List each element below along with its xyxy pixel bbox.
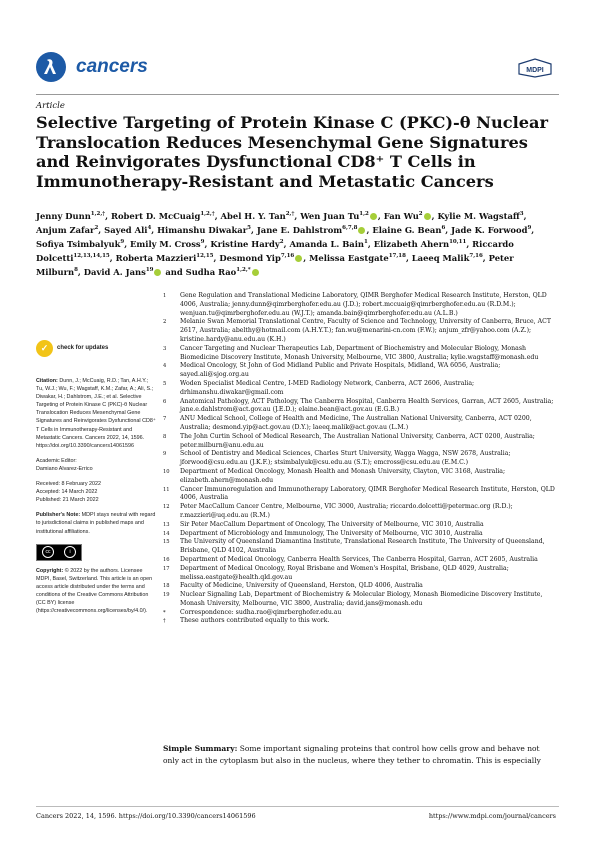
author-affiliation-marker: 1,2,† — [200, 211, 215, 217]
affiliation-item — [163, 318, 555, 344]
summary-text: Some important signaling proteins that control how cells grow and behave not only act in the cytoplasm but also in the nucleus, where they tether to chromatin. This is especially — [163, 744, 541, 765]
author-name[interactable]: Elizabeth Ahern — [373, 238, 450, 249]
author-name[interactable]: Desmond Yip — [219, 252, 281, 263]
author-name[interactable]: Jade K. Forwood — [451, 224, 528, 235]
published-date: Published: 21 March 2022 — [36, 497, 99, 504]
check-icon: ✓ — [36, 340, 53, 357]
affiliation-text: Medical Oncology, St John of God Midland Public and Private Hospitals, Midland, WA 6056, Australia; sayed.ali@sjog.org.au — [180, 362, 501, 379]
orcid-icon[interactable] — [295, 255, 302, 262]
affiliation-number: 11 — [163, 486, 170, 493]
affiliation-text: Department of Medical Oncology, Royal Brisbane and Women's Hospital, Brisbane, QLD 4029, Australia; melissa.eastgate@health.qld.gov.au — [180, 564, 509, 581]
svg-text:MDPI: MDPI — [526, 67, 544, 74]
affiliation-text: Sir Peter MacCallum Department of Oncology, The University of Melbourne, VIC 3010, Australia — [180, 520, 484, 528]
author-name[interactable]: Laeeq Malik — [411, 252, 470, 263]
affiliation-text: Nuclear Signaling Lab, Department of Biochemistry & Molecular Biology, Monash Biomedicine Discovery Institute, Monash University, Melbourne, VIC 3800, Australia; david.jans@monash.edu — [180, 591, 543, 607]
author-name[interactable]: Anjum Zafar — [36, 224, 95, 235]
author-name[interactable]: Fan Wu — [383, 210, 419, 221]
affiliation-item — [163, 503, 555, 521]
publisher-note-label: Publisher's Note: — [36, 512, 81, 519]
affiliation-item — [163, 538, 555, 556]
orcid-icon[interactable] — [424, 213, 431, 220]
publisher-note-text: MDPI stays neutral with regard to jurisdictional claims in published maps and institutional affiliations. — [36, 512, 156, 535]
author-affiliation-marker: 2,† — [285, 211, 295, 217]
author-affiliation-marker: 9 — [200, 239, 205, 245]
affiliation-item — [163, 415, 555, 433]
author-affiliation-marker: 7,16 — [469, 253, 483, 259]
affiliation-item — [163, 556, 555, 565]
received-date: Received: 8 February 2022 — [36, 481, 102, 488]
affiliation-number: 18 — [163, 583, 170, 590]
footer-journal-link[interactable]: https://www.mdpi.com/journal/cancers — [428, 812, 556, 820]
author-affiliation-marker: 1 — [364, 239, 368, 245]
affiliation-number: 2 — [163, 319, 167, 326]
article-type: Article — [36, 101, 65, 111]
affiliation-number: * — [163, 609, 166, 616]
affiliation-item — [163, 292, 555, 318]
affiliation-number: 4 — [163, 363, 167, 370]
editor-block — [36, 457, 156, 473]
affiliation-item — [163, 433, 555, 451]
copyright-label: Copyright: — [36, 567, 64, 574]
footer-divider — [36, 806, 559, 807]
copyright-text: © 2022 by the authors. Licensee MDPI, Basel, Switzerland. This article is an open access article distributed under the terms and conditions of the Creative Commons Attribution (CC BY) license (https://creativecommons.org/licenses/by/4.0/). — [36, 567, 153, 615]
copyright-block — [36, 567, 156, 616]
affiliation-item — [163, 450, 555, 468]
affiliation-number: 8 — [163, 433, 167, 440]
affiliation-text: Cancer Immunoregulation and Immunotherapy Laboratory, QIMR Berghofer Medical Research Institute, Herston, QLD 4006, Australia — [180, 485, 555, 502]
author-name[interactable]: Sayed Ali — [104, 224, 148, 235]
author-affiliation-marker: 3 — [519, 211, 524, 217]
orcid-icon[interactable] — [154, 269, 161, 276]
author-affiliation-marker: 1,2,* — [236, 267, 251, 273]
affiliation-text: ANU Medical School, College of Health and Medicine, The Australian National University, Canberra, ACT 0200, Australia; desmond.yip@act.gov.au (D.Y.); laeeq.malik@act.gov.au (L.M.) — [180, 415, 532, 431]
affiliation-text: Faculty of Medicine, University of Queensland, Herston, QLD 4006, Australia — [180, 582, 423, 590]
author-affiliation-marker: 9 — [527, 225, 532, 231]
cc-by-license-icon[interactable]: cc i — [36, 544, 82, 561]
orcid-icon[interactable] — [370, 213, 377, 220]
affiliation-item — [163, 582, 555, 591]
affiliation-number: 15 — [163, 539, 170, 546]
accepted-date: Accepted: 14 March 2022 — [36, 489, 98, 496]
author-affiliation-marker: 2 — [418, 211, 423, 217]
simple-summary — [163, 743, 555, 767]
affiliation-text: Peter MacCallum Cancer Centre, Melbourne, VIC 3000, Australia; riccardo.dolcetti@petermac.org (R.D.); r.mazzieri@uq.edu.au (R.M.) — [180, 503, 513, 519]
author-affiliation-marker: 6 — [441, 225, 446, 231]
affiliation-number: 6 — [163, 398, 167, 405]
affiliation-text: These authors contributed equally to this work. — [180, 617, 330, 625]
author-name[interactable]: Jane E. Dahlstrom — [256, 224, 343, 235]
author-name[interactable]: Peter Milburn — [36, 252, 514, 277]
citation-text: Dunn, J.; McCuaig, R.D.; Tan, A.H.Y.; Tu, W.J.; Wu, F.; Wagstaff, K.M.; Zafar, A.; Ali, S.; Diwakar, H.; Dahlstrom, J.E.; et al. Selective Targeting of Protein Kinase C (PKC)-θ Nuclear Translocation Reduces Mesenchymal Gene Signatures and Reinvigorates Dysfunctional CD8⁺ T Cells in Immunotherapy-Resistant and Metastatic Cancers. Cancers 2022, 14, 1596. https://doi.org/10.3390/cancers14061596 — [36, 378, 156, 449]
author-affiliation-marker: 7,16 — [280, 253, 295, 259]
author-name[interactable]: Elaine G. Bean — [372, 224, 442, 235]
affiliation-text: Correspondence: sudha.rao@qimrberghofer.edu.au — [180, 608, 342, 616]
author-name[interactable]: Robert D. McCuaig — [111, 210, 201, 221]
check-for-updates-button[interactable] — [36, 340, 156, 357]
affiliation-number: 17 — [163, 565, 170, 572]
author-name[interactable]: Kristine Hardy — [210, 238, 280, 249]
publisher-note-block — [36, 511, 156, 535]
author-name[interactable]: Emily M. Cross — [130, 238, 201, 249]
affiliation-number: † — [163, 618, 166, 625]
affiliation-number: 13 — [163, 521, 170, 528]
author-name[interactable]: Melissa Eastgate — [309, 252, 389, 263]
affiliation-text: Department of Microbiology and Immunology, The University of Melbourne, VIC 3010, Australia — [180, 529, 483, 537]
header-divider — [36, 94, 559, 95]
affiliation-text: School of Dentistry and Medical Sciences, Charles Sturt University, Wagga Wagga, NSW 2678, Australia; jforwood@csu.edu.au (J.K.F.); stsimbalyuk@csu.edu.au (S.T.); emcross@csu.edu.au (E.M.C.) — [180, 450, 511, 467]
affiliation-item — [163, 565, 555, 583]
affiliation-number: 9 — [163, 451, 167, 458]
author-name[interactable]: Jenny Dunn — [36, 210, 91, 221]
author-affiliation-marker: 6,7,8 — [342, 225, 358, 231]
journal-logo-icon — [36, 52, 66, 82]
author-affiliation-marker: 17,18 — [388, 253, 406, 259]
check-updates-label: check for updates — [57, 345, 109, 351]
affiliation-text: Gene Regulation and Translational Medicine Laboratory, QIMR Berghofer Medical Research Institute, Herston, QLD 4006, Australia; jenny.dunn@qimrberghofer.edu.au (J.D.); robert.mccuaig@qimrberghofer.edu.au (R.D.M.); wenjuan.tu@qimrberghofer.edu.au (W.J.T.); amanda.bain@qimrberghofer.edu.au (A.L.B.) — [180, 292, 547, 317]
author-affiliation-marker: 8 — [74, 267, 78, 273]
affiliation-text: Department of Medical Oncology, Canberra Health Services, The Canberra Hospital, Garran, ACT 2605, Australia — [180, 555, 538, 563]
author-name[interactable]: Abel H. Y. Tan — [220, 210, 286, 221]
affiliation-text: Department of Medical Oncology, Monash Health and Monash University, Clayton, VIC 3168, Australia; elizabeth.ahern@monash.edu — [180, 467, 506, 484]
author-affiliation-marker: 1,2 — [359, 211, 369, 217]
affiliation-number: 19 — [163, 592, 170, 599]
orcid-icon[interactable] — [358, 227, 365, 234]
author-affiliation-marker: 19 — [145, 267, 154, 273]
mdpi-logo[interactable] — [515, 58, 555, 78]
author-name[interactable]: David A. Jans — [83, 266, 146, 277]
author-name[interactable]: Wen Juan Tu — [300, 210, 360, 221]
affiliation-text: The University of Queensland Diamantina Institute, Translational Research Institute, The University of Queensland, Brisbane, QLD 4102, Australia — [180, 538, 545, 555]
affiliation-item — [163, 345, 555, 363]
citation-block — [36, 377, 156, 450]
author-affiliation-marker: 12,15 — [196, 253, 214, 259]
author-name[interactable]: Amanda L. Bain — [289, 238, 365, 249]
author-affiliation-marker: 5 — [247, 225, 251, 231]
affiliation-number: 1 — [163, 293, 167, 299]
affiliation-number: 16 — [163, 556, 170, 563]
affiliation-item — [163, 591, 555, 609]
author-name[interactable]: Riccardo Dolcetti — [36, 238, 514, 263]
affiliation-item — [163, 398, 555, 416]
author-name[interactable]: Sudha Rao — [185, 266, 237, 277]
affiliation-item — [163, 609, 555, 618]
affiliations — [163, 292, 555, 626]
affiliation-item — [163, 380, 555, 398]
affiliation-number: 7 — [163, 416, 167, 423]
affiliation-item — [163, 486, 555, 504]
affiliation-text: Anatomical Pathology, ACT Pathology, The Canberra Hospital, Canberra Health Services, Garran, ACT 2605, Australia; jane.e.dahlstrom@act.gov.au (J.E.D.); elaine.bean@act.gov.au (E.G.B.) — [180, 397, 554, 414]
author-affiliation-marker: 2 — [279, 239, 284, 245]
affiliation-text: Melanie Swan Memorial Translational Centre, Faculty of Science and Technology, University of Canberra, Bruce, ACT 2617, Australia; abelthy@hotmail.com (A.H.Y.T.); fan.wu@menarini-cn.com (F.W.); anjum_zfr@yahoo.com (A.Z.); kristine.hardy@anu.edu.au (K.H.) — [180, 318, 551, 343]
ribbon-icon — [41, 57, 61, 77]
author-affiliation-marker: 4 — [147, 225, 152, 231]
sidebar — [36, 340, 156, 622]
orcid-icon[interactable] — [252, 269, 259, 276]
affiliation-text: The John Curtin School of Medical Research, The Australian National University, Canberra, ACT 0200, Australia; peter.milburn@anu.edu.au — [180, 432, 535, 449]
article-title: Selective Targeting of Protein Kinase C (PKC)-θ Nuclear Translocation Reduces Mesenchymal Gene Signatures and Reinvigorates Dysfunctional CD8⁺ T Cells in Immunotherapy-Resistant and Metastatic Cancers — [36, 113, 549, 191]
author-name[interactable]: Sofiya Tsimbalyuk — [36, 238, 121, 249]
dates-block — [36, 480, 156, 504]
author-name[interactable]: Kylie M. Wagstaff — [437, 210, 520, 221]
summary-label: Simple Summary: — [163, 744, 238, 753]
affiliation-number: 14 — [163, 530, 170, 537]
author-affiliation-marker: 1,2,† — [90, 211, 106, 217]
author-name[interactable]: Himanshu Diwakar — [157, 224, 248, 235]
affiliation-number: 10 — [163, 468, 170, 475]
affiliation-text: Woden Specialist Medical Centre, I-MED Radiology Network, Canberra, ACT 2606, Australia; drhimanshu.diwakar@gmail.com — [180, 379, 475, 396]
affiliation-number: 12 — [163, 504, 170, 511]
affiliation-number: 3 — [163, 345, 167, 352]
affiliation-item — [163, 617, 555, 626]
editor-name: Damiano Alvarez-Errico — [36, 465, 93, 472]
affiliation-item — [163, 468, 555, 486]
affiliation-item — [163, 362, 555, 380]
author-affiliation-marker: 10,11 — [449, 239, 467, 245]
affiliation-number: 5 — [163, 380, 167, 387]
author-name[interactable]: Roberta Mazzieri — [115, 252, 197, 263]
footer-citation[interactable]: Cancers 2022, 14, 1596. https://doi.org/10.3390/cancers14061596 — [36, 812, 256, 820]
author-list: Jenny Dunn$^{1,2,\dagger}$, Robert D. McCuaig$^{1,2,\dagger}$, Abel H. Y. Tan$^{2,\dagger}$, Wen Juan Tu$^{1,2}$ , Fan Wu$^2$ , Kylie M. Wagstaff$^3$, Anjum Zafar$^2$, Sayed Ali$^4$, Himanshu Diwakar$^5$, Jane E. Dahlstrom$^{6,7,8}$ , Elaine G. Bean$^6$, Jade K. Forwood$^9$, Sofiya Tsimbalyuk$^9$, Emily M. Cross$^9$, Kristine Hardy$^2$, Amanda L. Bain$^1$, Elizabeth Ahern$^{10,11}$, Riccardo Dolcetti$^{12,13,14,15}$, Roberta Mazzieri$^{12,15}$, Desmond Yip$^{7,16}$ , Melissa Eastgate$^{17,18}$, Laeeq Malik$^{7,16}$, Peter Milburn$^8$, David A. Jans$^{19}$ and Sudha Rao$^{1,2,*}$ — [36, 210, 535, 277]
affiliation-text: Cancer Targeting and Nuclear Therapeutics Lab, Department of Biochemistry and Molecular Biology, Monash Biomedicine Discovery Institute, Monash University, Melbourne, VIC 3800, Australia; kylie.wagstaff@monash.edu — [180, 344, 539, 361]
author-affiliation-marker: 12,13,14,15 — [73, 253, 110, 259]
affiliation-item — [163, 530, 555, 539]
journal-name[interactable]: cancers — [76, 56, 148, 77]
citation-label: Citation: — [36, 378, 58, 384]
editor-label: Academic Editor: — [36, 457, 77, 464]
author-affiliation-marker: 9 — [120, 239, 125, 245]
author-affiliation-marker: 2 — [94, 225, 99, 231]
affiliation-item — [163, 521, 555, 530]
